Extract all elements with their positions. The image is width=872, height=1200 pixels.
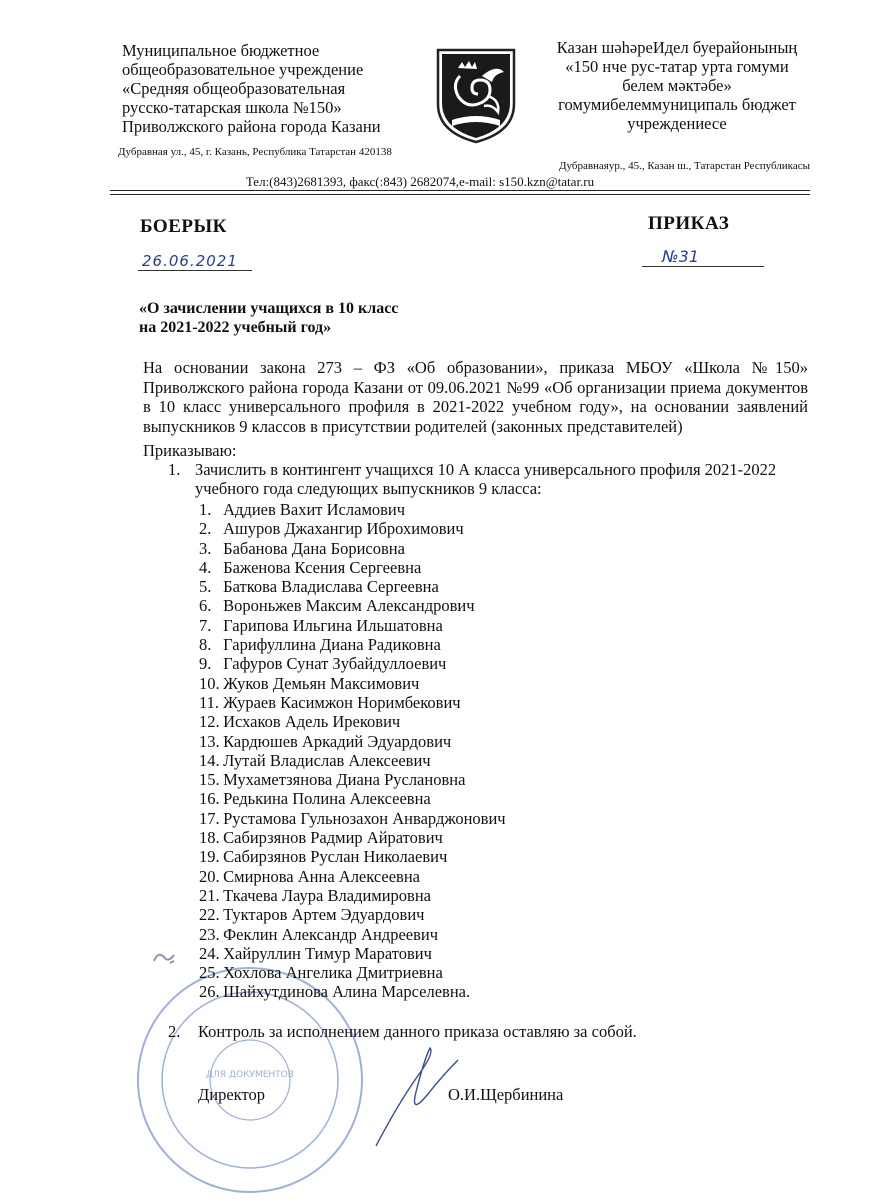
header-left-block [122,41,422,136]
list-item-number: 22. [199,905,220,925]
student-name: Хайруллин Тимур Маратович [223,943,432,963]
list-item-number: 1. [199,500,212,519]
item1-number: 1. [168,460,181,479]
header-divider [110,190,810,191]
student-name: Рустамова Гульнозахон Анварджонович [223,808,506,828]
list-item-number: 16. [199,789,220,809]
list-item [199,635,506,654]
list-item-number: 26. [199,982,220,1002]
list-item-number: 13. [199,731,220,751]
header-right-line: «150 нче рус-татар урта гомуми [565,57,789,76]
student-name: Гафуров Сунат Зубайдуллоевич [223,654,447,674]
list-item [199,847,506,866]
list-item-number: 7. [199,615,212,635]
subject-line: «О зачислении учащихся в 10 класс [139,300,399,317]
list-item-number: 20. [199,866,220,886]
list-item [199,828,506,847]
student-name: Аддиев Вахит Исламович [223,500,406,519]
list-item [199,770,506,789]
student-name: Баженова Ксения Сергеевна [223,557,422,577]
list-item-number: 9. [199,654,212,674]
list-item [199,732,506,751]
order-word: Приказываю: [143,441,237,460]
list-item [199,789,506,808]
student-name: Туктаров Артем Эдуардович [223,905,425,925]
list-item-number: 2. [199,519,212,539]
stamp-text: ДЛЯ ДОКУМЕНТОВ [206,1070,294,1080]
header-right-line: учреждениесе [627,114,727,133]
handwritten-number: №31 [642,247,764,267]
student-name: Ткачева Лаура Владимировна [223,885,431,905]
order-subject [139,299,398,337]
item2-text: Контроль за исполнением данного приказа оставляю за собой. [198,1022,637,1041]
list-item-number: 18. [199,828,220,848]
basis-text: На основании закона 273 – ФЗ «Об образовании», приказа МБОУ «Школа №150» Приволжского района города Казани от 09.06.2021 №99 «Об организации приема документов в 10 класс универсального профиля в 2021-2022 учебном году», на основании заявлений выпускников 9 классов в присутствии родителей (законных представителей) [143,358,808,436]
list-item-number: 15. [199,770,220,790]
director-name: О.И.Щербинина [448,1085,564,1104]
list-item-number: 12. [199,712,220,732]
list-item-number: 11. [199,692,220,712]
list-item-number: 25. [199,963,220,983]
student-name: Лутай Владислав Алексеевич [223,750,431,770]
header-left-line: русско-татарская школа №150» [122,98,342,117]
header-left-line: Муниципальное бюджетное [122,41,320,60]
list-item-number: 17. [199,808,220,828]
header-contacts: Тел:(843)2681393, факс(:843) 2682074,e-mail: s150.kzn@tatar.ru [245,174,595,189]
subject-line: на 2021-2022 учебный год» [139,319,332,336]
list-item-number: 6. [199,596,212,616]
list-item [199,519,506,538]
header-right-line: белем мәктәбе» [622,76,732,95]
header-left-address: Дубравная ул., 45, г. Казань, Республика Татарстан 420138 [118,146,392,158]
list-item [199,963,506,982]
list-item-number: 5. [199,577,212,597]
list-item-number: 4. [199,557,212,577]
student-name: Кардюшев Аркадий Эдуардович [223,731,452,751]
list-item [199,500,506,519]
director-title: Директор [198,1085,265,1104]
header-left-line: общеобразовательное учреждение [122,60,364,79]
list-item [199,674,506,693]
list-item [199,867,506,886]
list-item-number: 8. [199,635,212,655]
list-item [199,577,506,596]
student-name: Ашуров Джахангир Иброхимович [223,519,464,539]
header-left-line: Приволжского района города Казани [122,117,381,136]
list-item [199,905,506,924]
list-item-number: 21. [199,885,220,905]
title-tatar: БОЕРЫК [140,216,227,237]
student-name: Шайхутдинова Алина Марселевна. [223,982,471,1002]
list-item [199,886,506,905]
student-name: Жуков Демьян Максимович [223,673,420,693]
list-item [199,982,506,1001]
item1-text: Зачислить в контингент учащихся 10 А класса универсального профиля 2021-2022 учебного года следующих выпускников 9 класса: [195,460,777,498]
list-item-number: 24. [199,943,220,963]
item2-number: 2. [168,1022,181,1041]
student-name: Гарипова Ильгина Ильшатовна [223,615,443,635]
student-name: Баткова Владислава Сергеевна [223,577,439,597]
student-name: Сабирзянов Радмир Айратович [223,828,443,848]
list-item [199,809,506,828]
header-right-line: Казан шәһәреИдел буерайонының [556,38,798,57]
list-item [199,539,506,558]
list-item [199,654,506,673]
list-item [199,596,506,615]
student-name: Бабанова Дана Борисовна [223,538,405,558]
kazan-coat-of-arms-icon [432,46,520,144]
header-divider-thin [110,194,810,195]
header-right-block [532,38,822,133]
list-item [199,558,506,577]
title-russian: ПРИКАЗ [648,213,730,234]
ink-mark-icon [150,945,186,969]
student-name: Гарифуллина Диана Радиковна [223,635,441,655]
list-item [199,616,506,635]
student-name: Исхаков Адель Ирекович [223,712,401,732]
list-item [199,925,506,944]
student-name: Феклин Александр Андреевич [223,924,439,944]
handwritten-date: 26.06.2021 [138,252,252,271]
basis-paragraph [143,358,808,436]
list-item [199,693,506,712]
student-name: Хохлова Ангелика Дмитриевна [223,963,443,983]
list-item-number: 14. [199,750,220,770]
list-item-number: 23. [199,924,220,944]
student-name: Мухаметзянова Диана Руслановна [223,770,466,790]
list-item-number: 19. [199,847,220,867]
list-item [199,944,506,963]
student-list [199,500,506,1002]
list-item-number: 10. [199,673,220,693]
header-left-line: «Средняя общеобразовательная [122,79,346,98]
student-name: Вороньжев Максим Александрович [223,596,475,616]
header-right-line: гомумибелеммуниципаль бюджет [558,95,796,114]
list-item-number: 3. [199,538,212,558]
list-item [199,751,506,770]
list-item [199,712,506,731]
student-name: Сабирзянов Руслан Николаевич [223,847,448,867]
student-name: Жураев Касимжон Норимбекович [223,692,461,712]
student-name: Редькина Полина Алексеевна [223,789,431,809]
header-right-address: Дубравнаяур., 45., Казан ш., Татарстан Республикасы [558,160,810,172]
student-name: Смирнова Анна Алексеевна [223,866,420,886]
